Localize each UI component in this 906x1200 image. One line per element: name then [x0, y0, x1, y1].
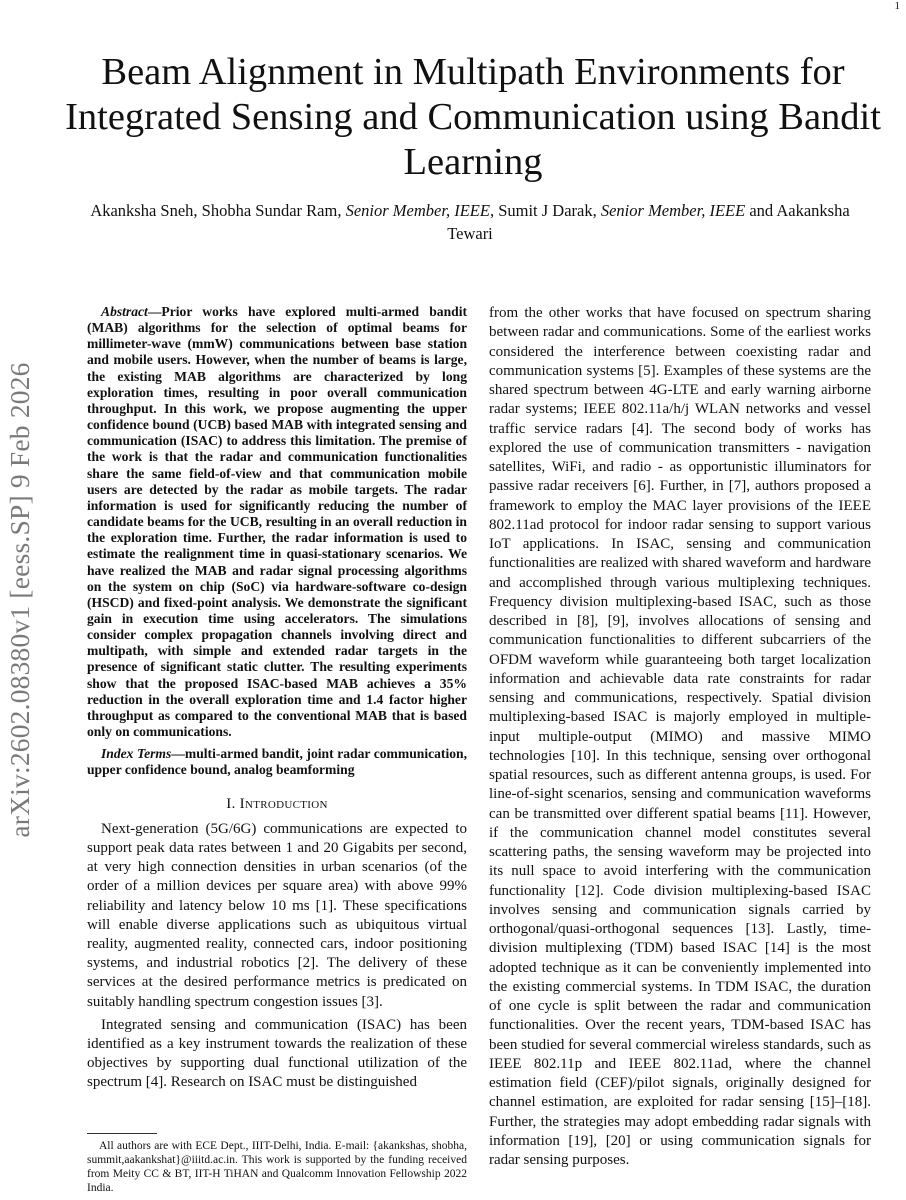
footnote: All authors are with ECE Dept., IIIT-Delhi, India. E-mail: {akankshas, shobha, summit,aakankshat}@iiitd.ac.in. This work is supported by the funding received from Meity CC & BT, IIT-H TiHAN and Qualcomm Innovation Fellowship 2022 India. [87, 1140, 467, 1194]
paper-title: Beam Alignment in Multipath Environments for Integrated Sensing and Communication using Bandit Learning [65, 51, 881, 183]
intro-paragraph-2: Integrated sensing and communication (ISAC) has been identified as a key instrument towards the realization of these objectives by supporting dual functional utilization of the spectrum [4]. Research on ISAC must be distinguished [87, 1016, 467, 1091]
index-terms [87, 746, 467, 778]
author-names-2: , Sumit J Darak, [489, 201, 601, 220]
right-column [489, 304, 871, 1170]
right-column-paragraph: from the other works that have focused on spectrum sharing between radar and communications. Some of the earliest works considered the interference between coexisting radar and communication systems [5]. Examples of these systems are the shared spectrum between 4G-LTE and early warning airborne radar systems; IEEE 802.11a/h/j WLAN networks and vessel traffic service radars [4]. The second body of works has explored the use of communication transmitters - navigation satellites, WiFi, and radio - as opportunistic illuminators for passive radar receivers [6]. Further, in [7], authors proposed a framework to employ the MAC layer provisions of the IEEE 802.11ad protocol for indoor radar sensing to support various IoT applications. In ISAC, sensing and communication functionalities are realized with shared waveform and hardware and accomplished through various multiplexing techniques. Frequency division multiplexing-based ISAC, such as those described in [8], [9], involves allocations of sensing and communication functionalities to different subcarriers of the OFDM waveform while guaranteeing both target localization information and achievable data rate constraints for radar sensing and communications, respectively. Spatial division multiplexing-based ISAC is majorly employed in multiple-input multiple-output (MIMO) and massive MIMO technologies [10]. In this technique, sensing over orthogonal spatial resources, such as different antenna groups, is used. For line-of-sight scenarios, sensing and communication waveforms can be transmitted over different spatial beams [11]. However, if the communication channel model constitutes several scattering paths, the sensing waveform may be projected into its null space to avoid interfering with the communication functionality [12]. Code division multiplexing-based ISAC involves sensing and communication signals carried by orthogonal/quasi-orthogonal sequences [13]. Lastly, time-division multiplexing (TDM) based ISAC [14] is the most adopted technique as it can be conveniently implemented into the existing commercial systems. In TDM ISAC, the duration of one cycle is split between the radar and communication functionalities. Over the recent years, TDM-based ISAC has been studied for several commercial wireless standards, such as IEEE 802.11p and IEEE 802.11ad, where the channel estimation field (CEF)/pilot signals, originally designed for channel estimation, are exploited for radar sensing [15]–[18]. Further, the strategies may adopt embedding radar signals with information [19], [20] or using communication signals for radar sensing purposes. [489, 305, 871, 1168]
abstract-text: —Prior works have explored multi-armed bandit (MAB) algorithms for the selection of optimal beams for millimeter-wave (mmW) communications between base station and mobile users. However, when the number of beams is large, the existing MAB algorithms are characterized by long exploration times, resulting in poor overall communication throughput. In this work, we propose augmenting the upper confidence bound (UCB) based MAB with integrated sensing and communication (ISAC) to address this limitation. The premise of the work is that the radar and communication functionalities share the same field-of-view and that communication mobile users are detected by the radar as mobile targets. The radar information is used for significantly reducing the number of candidate beams for the UCB, resulting in an overall reduction in the exploration time. Further, the radar information is used to estimate the realignment time in quasi-stationary scenarios. We have realized the MAB and radar signal processing algorithms on the system on chip (SoC) via hardware-software co-design (HSCD) and fixed-point analysis. We demonstrate the significant gain in execution time using accelerators. The simulations consider complex propagation channels involving direct and multipath, with simple and extended radar targets in the presence of significant static clutter. The resulting experiments show that the proposed ISAC-based MAB achieves a 35% reduction in the overall exploration time and 1.4 factor higher throughput as compared to the conventional MAB that is based only on communications. [87, 304, 467, 740]
left-column [87, 304, 467, 1093]
page-number: 1 [894, 0, 900, 12]
index-terms-label: Index Terms [101, 746, 172, 762]
abstract-label: Abstract [101, 304, 148, 319]
index-terms-text: —multi-armed bandit, joint radar communication, upper confidence bound, analog beamforming [87, 746, 467, 778]
author-membership-1: Senior Member, IEEE [345, 201, 490, 220]
section-heading-introduction: I. Introduction [226, 795, 328, 812]
author-membership-2: Senior Member, IEEE [600, 201, 746, 220]
arxiv-identifier-stamp [0, 0, 40, 1200]
arxiv-identifier-text: arXiv:2602.08380v1 [eess.SP] 9 Feb 2026 [4, 362, 35, 838]
intro-paragraph-1: Next-generation (5G/6G) communications are expected to support peak data rates between 1 and 20 Gigabits per second, at very high connection densities in urban scenarios (of the order of a million devices per square area) with above 99% reliability and latency below 10 ms [1]. These specifications will enable diverse applications such as ubiquitous virtual reality, augmented reality, connected cars, indoor positioning systems, and industrial robotics [2]. The delivery of these services at the desired performance metrics is predicated on suitably handling spectrum congestion issues [3]. [87, 820, 467, 1010]
author-names-1: Akanksha Sneh, Shobha Sundar Ram, [90, 201, 346, 220]
author-names-3: and Aakanksha Tewari [447, 201, 850, 243]
abstract [87, 304, 467, 740]
author-list [70, 199, 870, 245]
footnote-divider [87, 1133, 157, 1134]
